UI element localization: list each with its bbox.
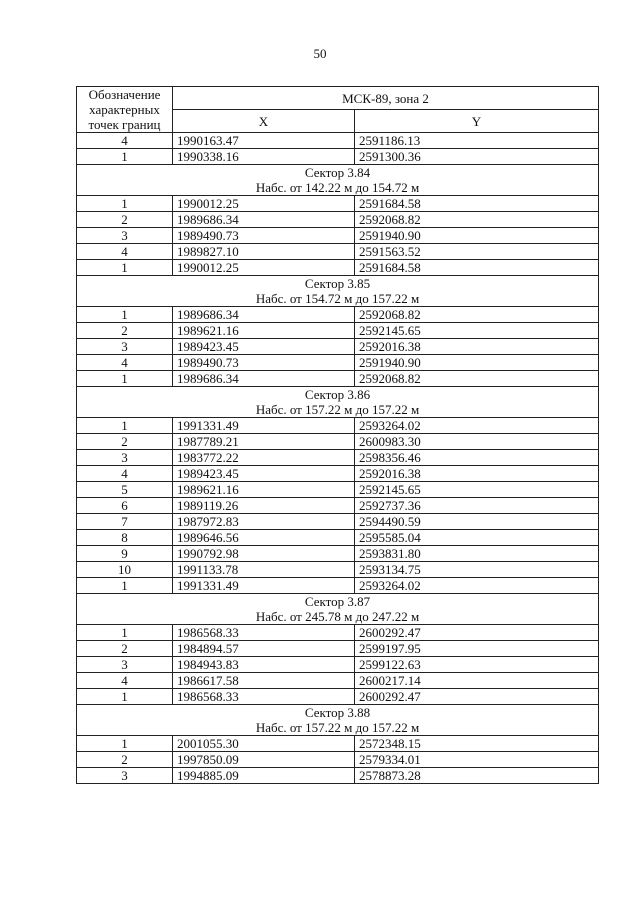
x-coordinate-cell: 1989119.26: [173, 498, 355, 514]
x-coordinate-cell: 1989490.73: [173, 355, 355, 371]
y-coordinate-cell: 2598356.46: [355, 450, 599, 466]
y-coordinate-cell: 2592068.82: [355, 307, 599, 323]
table-row: [77, 323, 599, 339]
table-row: [77, 434, 599, 450]
y-coordinate-cell: 2591940.90: [355, 355, 599, 371]
y-coordinate-cell: 2572348.15: [355, 736, 599, 752]
point-id-cell: 8: [77, 530, 173, 546]
table-row: [77, 673, 599, 689]
sector-title: Сектор 3.84: [304, 165, 371, 180]
y-coordinate-cell: 2599122.63: [355, 657, 599, 673]
table-row: [77, 355, 599, 371]
table-row: [77, 562, 599, 578]
y-coordinate-cell: 2591300.36: [355, 149, 599, 165]
point-id-cell: 2: [77, 212, 173, 228]
y-coordinate-cell: 2592068.82: [355, 212, 599, 228]
x-coordinate-cell: 1990792.98: [173, 546, 355, 562]
y-coordinate-cell: 2578873.28: [355, 768, 599, 784]
x-coordinate-cell: 1989646.56: [173, 530, 355, 546]
table-row: [77, 260, 599, 276]
point-id-cell: 1: [77, 149, 173, 165]
y-coordinate-cell: 2593264.02: [355, 578, 599, 594]
coordinate-system-header: МСК-89, зона 2: [173, 87, 599, 110]
point-id-cell: 3: [77, 657, 173, 673]
x-coordinate-cell: 1989827.10: [173, 244, 355, 260]
point-id-cell: 2: [77, 434, 173, 450]
sector-height-range: Набс. от 245.78 м до 247.22 м: [255, 609, 420, 624]
point-id-cell: 6: [77, 498, 173, 514]
x-coordinate-cell: 1986568.33: [173, 689, 355, 705]
point-id-cell: 1: [77, 625, 173, 641]
point-id-cell: 9: [77, 546, 173, 562]
x-coordinate-cell: 1987789.21: [173, 434, 355, 450]
x-coordinate-cell: 1989621.16: [173, 323, 355, 339]
sector-title: Сектор 3.87: [304, 594, 371, 609]
y-coordinate-cell: 2600983.30: [355, 434, 599, 450]
y-coordinate-cell: 2600292.47: [355, 689, 599, 705]
point-id-cell: 4: [77, 355, 173, 371]
designation-header: Обозначение характерных точек границ: [77, 87, 173, 133]
point-id-cell: 4: [77, 466, 173, 482]
x-coordinate-cell: 1984894.57: [173, 641, 355, 657]
x-coordinate-cell: 1989621.16: [173, 482, 355, 498]
sector-row: [77, 165, 599, 196]
point-id-cell: 3: [77, 450, 173, 466]
point-id-cell: 1: [77, 578, 173, 594]
table-row: [77, 371, 599, 387]
point-id-cell: 3: [77, 768, 173, 784]
point-id-cell: 4: [77, 244, 173, 260]
y-coordinate-cell: 2591186.13: [355, 133, 599, 149]
y-coordinate-cell: 2579334.01: [355, 752, 599, 768]
sector-height-range: Набс. от 154.72 м до 157.22 м: [255, 291, 420, 306]
y-coordinate-cell: 2591684.58: [355, 260, 599, 276]
point-id-cell: 10: [77, 562, 173, 578]
x-coordinate-cell: 1989423.45: [173, 466, 355, 482]
y-coordinate-cell: 2600292.47: [355, 625, 599, 641]
x-coordinate-cell: 1983772.22: [173, 450, 355, 466]
table-row: [77, 244, 599, 260]
sector-cell: [77, 705, 599, 736]
y-coordinate-cell: 2600217.14: [355, 673, 599, 689]
table-row: [77, 482, 599, 498]
page-number: 50: [313, 46, 327, 61]
x-coordinate-cell: 1991331.49: [173, 578, 355, 594]
sector-row: [77, 594, 599, 625]
table-row: [77, 736, 599, 752]
y-coordinate-cell: 2592068.82: [355, 371, 599, 387]
point-id-cell: 7: [77, 514, 173, 530]
y-coordinate-cell: 2593264.02: [355, 418, 599, 434]
table-row: [77, 212, 599, 228]
table-row: [77, 546, 599, 562]
x-column-header: X: [173, 110, 355, 133]
table-header: [77, 87, 599, 133]
point-id-cell: 2: [77, 323, 173, 339]
point-id-cell: 3: [77, 339, 173, 355]
y-coordinate-cell: 2592016.38: [355, 339, 599, 355]
point-id-cell: 1: [77, 418, 173, 434]
x-coordinate-cell: 1986617.58: [173, 673, 355, 689]
x-coordinate-cell: 1991133.78: [173, 562, 355, 578]
y-coordinate-cell: 2592145.65: [355, 482, 599, 498]
y-column-header: Y: [355, 110, 599, 133]
x-coordinate-cell: 1990012.25: [173, 196, 355, 212]
table-row: [77, 133, 599, 149]
table-row: [77, 514, 599, 530]
y-coordinate-cell: 2595585.04: [355, 530, 599, 546]
x-coordinate-cell: 1987972.83: [173, 514, 355, 530]
x-coordinate-cell: 1994885.09: [173, 768, 355, 784]
table-row: [77, 657, 599, 673]
x-coordinate-cell: 1989686.34: [173, 371, 355, 387]
table-row: [77, 450, 599, 466]
y-coordinate-cell: 2592145.65: [355, 323, 599, 339]
table-body: [77, 133, 599, 784]
sector-row: [77, 276, 599, 307]
table-row: [77, 625, 599, 641]
y-coordinate-cell: 2593134.75: [355, 562, 599, 578]
point-id-cell: 1: [77, 260, 173, 276]
table-row: [77, 418, 599, 434]
sector-cell: [77, 276, 599, 307]
point-id-cell: 1: [77, 371, 173, 387]
x-coordinate-cell: 1990163.47: [173, 133, 355, 149]
table-row: [77, 466, 599, 482]
sector-cell: [77, 594, 599, 625]
table-row: [77, 307, 599, 323]
sector-height-range: Набс. от 142.22 м до 154.72 м: [255, 180, 420, 195]
sector-row: [77, 387, 599, 418]
sector-row: [77, 705, 599, 736]
sector-title: Сектор 3.86: [304, 387, 371, 402]
point-id-cell: 4: [77, 133, 173, 149]
x-coordinate-cell: 1989423.45: [173, 339, 355, 355]
point-id-cell: 5: [77, 482, 173, 498]
y-coordinate-cell: 2594490.59: [355, 514, 599, 530]
sector-height-range: Набс. от 157.22 м до 157.22 м: [255, 720, 420, 735]
sector-cell: [77, 387, 599, 418]
point-id-cell: 1: [77, 307, 173, 323]
point-id-cell: 1: [77, 196, 173, 212]
y-coordinate-cell: 2591563.52: [355, 244, 599, 260]
y-coordinate-cell: 2593831.80: [355, 546, 599, 562]
sector-height-range: Набс. от 157.22 м до 157.22 м: [255, 402, 420, 417]
coordinates-table: [76, 86, 599, 784]
y-coordinate-cell: 2591684.58: [355, 196, 599, 212]
table-row: [77, 228, 599, 244]
y-coordinate-cell: 2591940.90: [355, 228, 599, 244]
table-row: [77, 768, 599, 784]
x-coordinate-cell: 1989686.34: [173, 212, 355, 228]
table-row: [77, 641, 599, 657]
x-coordinate-cell: 1989490.73: [173, 228, 355, 244]
y-coordinate-cell: 2592737.36: [355, 498, 599, 514]
x-coordinate-cell: 1991331.49: [173, 418, 355, 434]
point-id-cell: 2: [77, 752, 173, 768]
table-row: [77, 578, 599, 594]
table-row: [77, 339, 599, 355]
x-coordinate-cell: 1984943.83: [173, 657, 355, 673]
y-coordinate-cell: 2592016.38: [355, 466, 599, 482]
table-row: [77, 689, 599, 705]
sector-cell: [77, 165, 599, 196]
table-row: [77, 530, 599, 546]
point-id-cell: 1: [77, 736, 173, 752]
point-id-cell: 3: [77, 228, 173, 244]
point-id-cell: 4: [77, 673, 173, 689]
y-coordinate-cell: 2599197.95: [355, 641, 599, 657]
x-coordinate-cell: 1990012.25: [173, 260, 355, 276]
point-id-cell: 1: [77, 689, 173, 705]
sector-title: Сектор 3.88: [304, 705, 371, 720]
x-coordinate-cell: 2001055.30: [173, 736, 355, 752]
table-row: [77, 752, 599, 768]
x-coordinate-cell: 1989686.34: [173, 307, 355, 323]
x-coordinate-cell: 1997850.09: [173, 752, 355, 768]
table-row: [77, 498, 599, 514]
table-row: [77, 196, 599, 212]
sector-title: Сектор 3.85: [304, 276, 371, 291]
table-row: [77, 149, 599, 165]
x-coordinate-cell: 1986568.33: [173, 625, 355, 641]
point-id-cell: 2: [77, 641, 173, 657]
x-coordinate-cell: 1990338.16: [173, 149, 355, 165]
